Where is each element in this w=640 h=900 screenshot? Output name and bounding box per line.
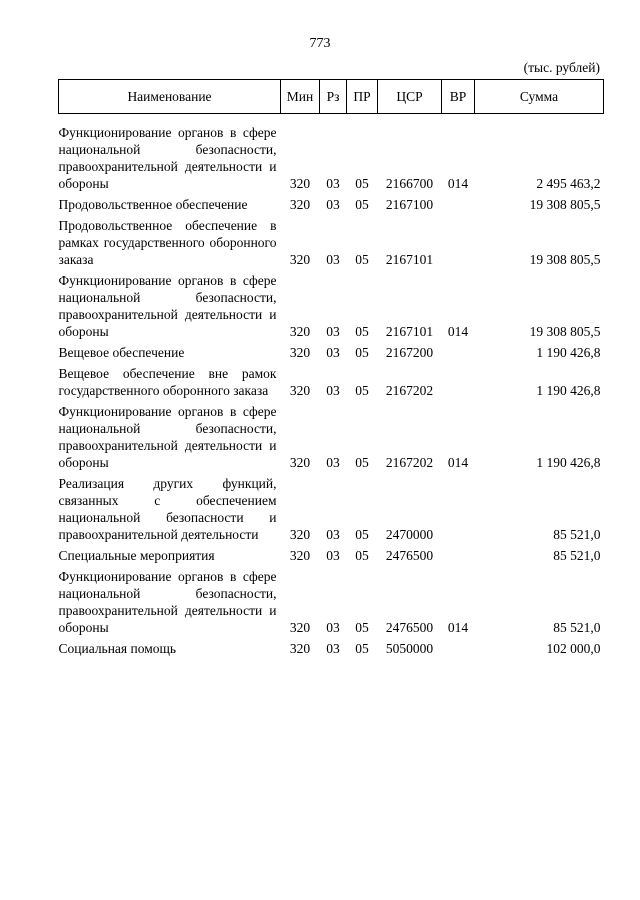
cell-sum: 85 521,0 xyxy=(553,527,601,542)
cell-csr: 2167101 xyxy=(385,324,434,339)
cell-rz: 03 xyxy=(326,197,340,212)
cell-min: 320 xyxy=(289,197,311,212)
cell-sum: 19 308 805,5 xyxy=(529,252,601,267)
cell-name xyxy=(59,268,281,340)
col-header-csr: ЦСР xyxy=(378,80,442,114)
cell-min: 320 xyxy=(289,176,311,191)
col-header-sum: Сумма xyxy=(475,80,604,114)
budget-table xyxy=(58,79,604,657)
table-row xyxy=(59,192,604,213)
cell-pr: 05 xyxy=(355,345,369,360)
cell-pr: 05 xyxy=(355,383,369,398)
cell-min: 320 xyxy=(289,527,311,542)
row-name-text: Функционирование органов в сфере национальной безопасности, правоохранительной деятельности и обороны xyxy=(58,404,277,470)
cell-name xyxy=(59,213,281,268)
cell-rz: 03 xyxy=(326,548,340,563)
cell-name xyxy=(59,636,281,657)
cell-min: 320 xyxy=(289,455,311,470)
cell-name xyxy=(59,340,281,361)
cell-min: 320 xyxy=(289,641,311,656)
row-name-text: Функционирование органов в сфере национальной безопасности, правоохранительной деятельности и обороны xyxy=(58,273,277,339)
row-name-text: Специальные мероприятия xyxy=(58,548,215,563)
cell-rz: 03 xyxy=(326,383,340,398)
cell-name xyxy=(59,120,281,192)
cell-name xyxy=(59,361,281,399)
cell-min: 320 xyxy=(289,345,311,360)
cell-vr xyxy=(442,471,475,543)
cell-vr: 014 xyxy=(447,620,469,635)
cell-vr xyxy=(442,192,475,213)
cell-vr xyxy=(442,543,475,564)
cell-csr: 2476500 xyxy=(385,620,434,635)
cell-rz: 03 xyxy=(326,641,340,656)
cell-min: 320 xyxy=(289,324,311,339)
cell-min: 320 xyxy=(289,252,311,267)
col-header-min: Мин xyxy=(281,80,320,114)
cell-csr: 2166700 xyxy=(385,176,434,191)
cell-vr xyxy=(442,213,475,268)
cell-vr xyxy=(442,636,475,657)
table-row xyxy=(59,471,604,543)
units-label: (тыс. рублей) xyxy=(523,60,600,75)
row-name-text: Вещевое обеспечение xyxy=(58,345,185,360)
row-name-text: Реализация других функций, связанных с обеспечением национальной безопасности и правоохранительной деятельности xyxy=(58,476,277,542)
cell-pr: 05 xyxy=(355,252,369,267)
cell-rz: 03 xyxy=(326,324,340,339)
cell-vr xyxy=(442,340,475,361)
page-number: 773 xyxy=(309,36,331,51)
cell-pr: 05 xyxy=(355,548,369,563)
cell-sum: 1 190 426,8 xyxy=(536,455,601,470)
cell-min: 320 xyxy=(289,383,311,398)
cell-sum: 19 308 805,5 xyxy=(529,324,601,339)
table-row xyxy=(59,340,604,361)
cell-vr: 014 xyxy=(447,455,469,470)
table-row xyxy=(59,564,604,636)
row-name-text: Функционирование органов в сфере национальной безопасности, правоохранительной деятельности и обороны xyxy=(58,125,277,191)
cell-sum: 85 521,0 xyxy=(553,548,601,563)
cell-sum: 102 000,0 xyxy=(546,641,601,656)
cell-pr: 05 xyxy=(355,455,369,470)
cell-name xyxy=(59,192,281,213)
cell-csr: 2167100 xyxy=(385,197,434,212)
cell-rz: 03 xyxy=(326,345,340,360)
cell-csr: 2167202 xyxy=(385,455,434,470)
col-header-name: Наименование xyxy=(59,80,281,114)
col-header-vr: ВР xyxy=(442,80,475,114)
cell-min: 320 xyxy=(289,548,311,563)
cell-vr: 014 xyxy=(447,176,469,191)
table-row xyxy=(59,268,604,340)
cell-csr: 5050000 xyxy=(385,641,434,656)
cell-sum: 85 521,0 xyxy=(553,620,601,635)
cell-name xyxy=(59,471,281,543)
cell-pr: 05 xyxy=(355,176,369,191)
cell-sum: 1 190 426,8 xyxy=(536,383,601,398)
cell-csr: 2167200 xyxy=(385,345,434,360)
table-row xyxy=(59,120,604,192)
cell-rz: 03 xyxy=(326,620,340,635)
cell-pr: 05 xyxy=(355,324,369,339)
cell-min: 320 xyxy=(289,620,311,635)
table-body xyxy=(59,114,604,658)
cell-rz: 03 xyxy=(326,252,340,267)
row-name-text: Социальная помощь xyxy=(58,641,177,656)
table-header-row xyxy=(59,80,604,114)
cell-pr: 05 xyxy=(355,197,369,212)
table-row xyxy=(59,213,604,268)
cell-rz: 03 xyxy=(326,527,340,542)
cell-rz: 03 xyxy=(326,176,340,191)
table-row xyxy=(59,543,604,564)
cell-sum: 19 308 805,5 xyxy=(529,197,601,212)
cell-vr: 014 xyxy=(447,324,469,339)
table-row xyxy=(59,636,604,657)
row-name-text: Продовольственное обеспечение xyxy=(58,197,248,212)
cell-sum: 1 190 426,8 xyxy=(536,345,601,360)
row-name-text: Продовольственное обеспечение в рамках государственного оборонного заказа xyxy=(58,218,277,267)
cell-rz: 03 xyxy=(326,455,340,470)
cell-csr: 2476500 xyxy=(385,548,434,563)
table-row xyxy=(59,399,604,471)
cell-sum: 2 495 463,2 xyxy=(536,176,601,191)
cell-csr: 2470000 xyxy=(385,527,434,542)
cell-name xyxy=(59,399,281,471)
cell-name xyxy=(59,564,281,636)
row-name-text: Функционирование органов в сфере национальной безопасности, правоохранительной деятельности и обороны xyxy=(58,569,277,635)
row-name-text: Вещевое обеспечение вне рамок государственного оборонного заказа xyxy=(58,366,277,398)
cell-csr: 2167202 xyxy=(385,383,434,398)
cell-csr: 2167101 xyxy=(385,252,434,267)
cell-name xyxy=(59,543,281,564)
table-row xyxy=(59,361,604,399)
col-header-rz: Рз xyxy=(320,80,347,114)
cell-vr xyxy=(442,361,475,399)
cell-pr: 05 xyxy=(355,527,369,542)
cell-pr: 05 xyxy=(355,620,369,635)
cell-pr: 05 xyxy=(355,641,369,656)
col-header-pr: ПР xyxy=(347,80,378,114)
